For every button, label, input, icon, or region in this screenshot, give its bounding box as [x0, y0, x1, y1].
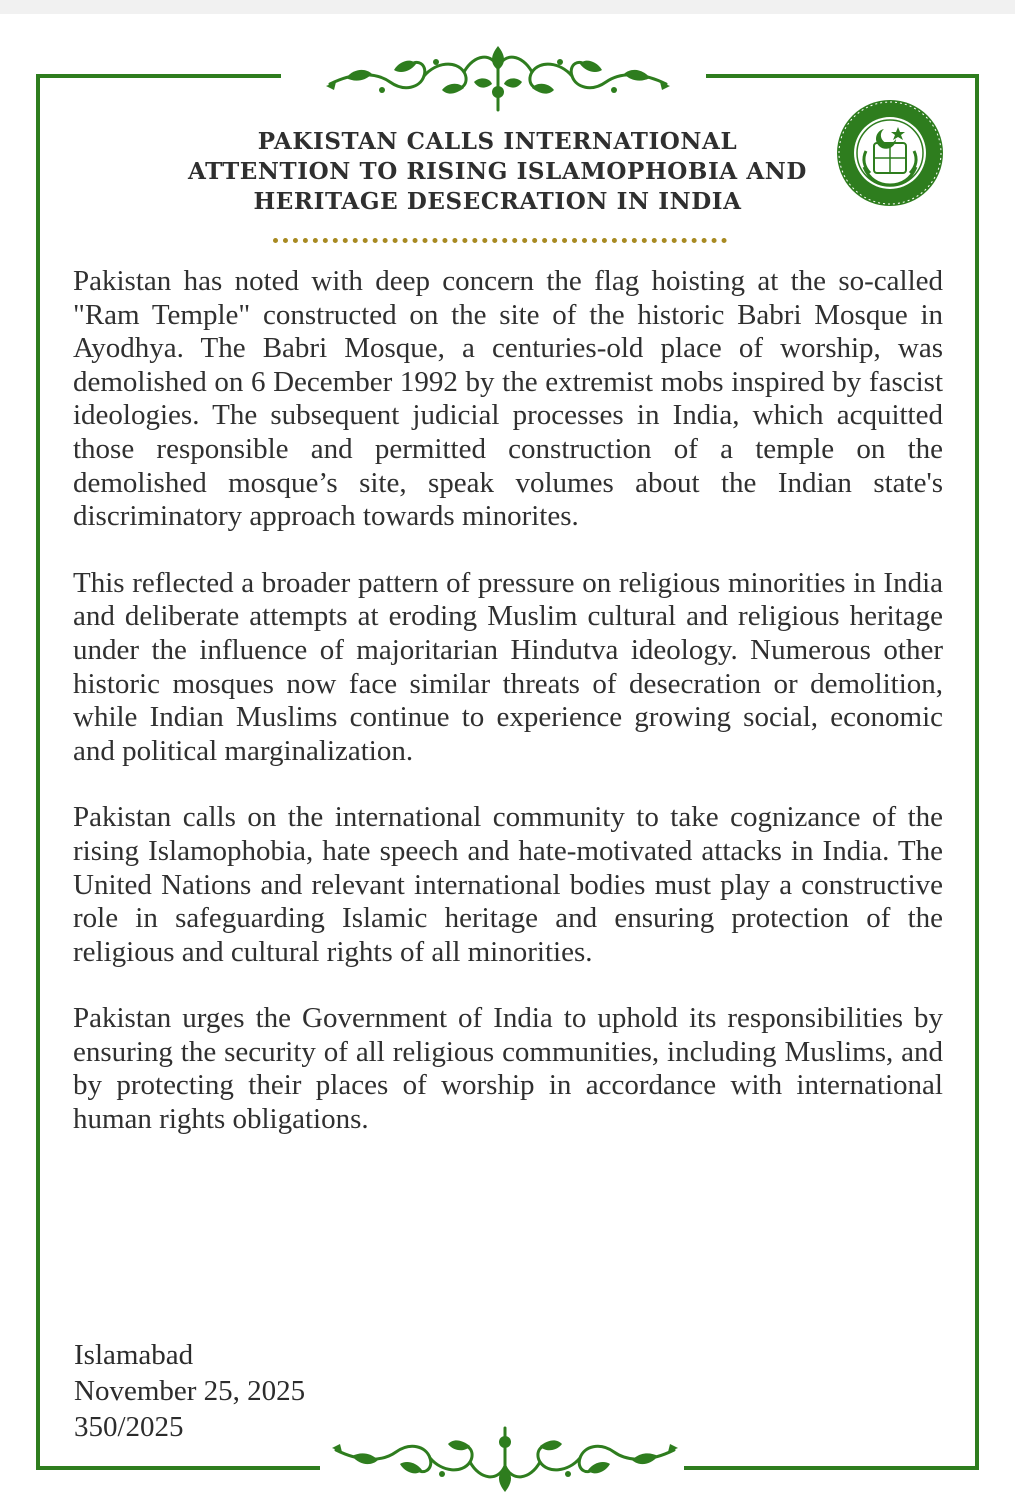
place: Islamabad	[74, 1339, 194, 1371]
body-paragraph-3: Pakistan calls on the international community to take cognizance of the rising Islamophobia, hate speech and hate-motivated attacks in India. The United Nations and relevant international bodies must play a constructive role in safeguarding Islamic heritage and ensuring protection of the religious and cultural rights of all minorities.	[73, 801, 943, 968]
title-line-3: HERITAGE DESECRATION IN INDIA	[253, 188, 742, 215]
body-paragraph-1: Pakistan has noted with deep concern the flag hoisting at the so-called "Ram Temple" constructed on the site of the historic Babri Mosque in Ayodhya. The Babri Mosque, a centuries-old place of worship, was demolished on 6 December 1992 by the extremist mobs inspired by fascist ideologies. The subsequent judicial processes in India, which acquitted those responsible and permitted construction of a temple on the demolished mosque’s site, speak volumes about the Indian state's discriminatory approach towards minorites.	[73, 265, 943, 533]
body-paragraph-4: Pakistan urges the Government of India to uphold its responsibilities by ensuring the security of all religious communities, including Muslims, and by protecting their places of worship in accordance with international human rights obligations.	[73, 1002, 943, 1136]
page-title	[130, 127, 865, 217]
frame-bottom-left-line	[36, 1466, 320, 1470]
bottom-floral-ornament-icon	[330, 1424, 680, 1496]
reference-number: 350/2025	[74, 1411, 184, 1443]
date: November 25, 2025	[74, 1375, 306, 1407]
frame-left-line	[36, 74, 40, 1470]
frame-top-left-line	[36, 74, 281, 78]
frame-top-right-line	[706, 74, 979, 78]
top-floral-ornament-icon	[324, 42, 672, 114]
top-strip	[0, 0, 1015, 14]
title-line-2: ATTENTION TO RISING ISLAMOPHOBIA AND	[188, 158, 807, 185]
frame-right-line	[975, 74, 979, 1470]
title-line-1: PAKISTAN CALLS INTERNATIONAL	[257, 128, 738, 155]
body-paragraph-2: This reflected a broader pattern of pressure on religious minorities in India and deliberate attempts at eroding Muslim cultural and religious heritage under the influence of majoritarian Hindutva ideology. Numerous other historic mosques now face similar threats of desecration or demolition, while Indian Muslims continue to experience growing social, economic and political marginalization.	[73, 566, 943, 767]
frame-bottom-right-line	[684, 1466, 979, 1470]
signoff-block	[74, 1337, 305, 1445]
title-divider	[273, 238, 727, 243]
press-release-body	[73, 265, 943, 1170]
